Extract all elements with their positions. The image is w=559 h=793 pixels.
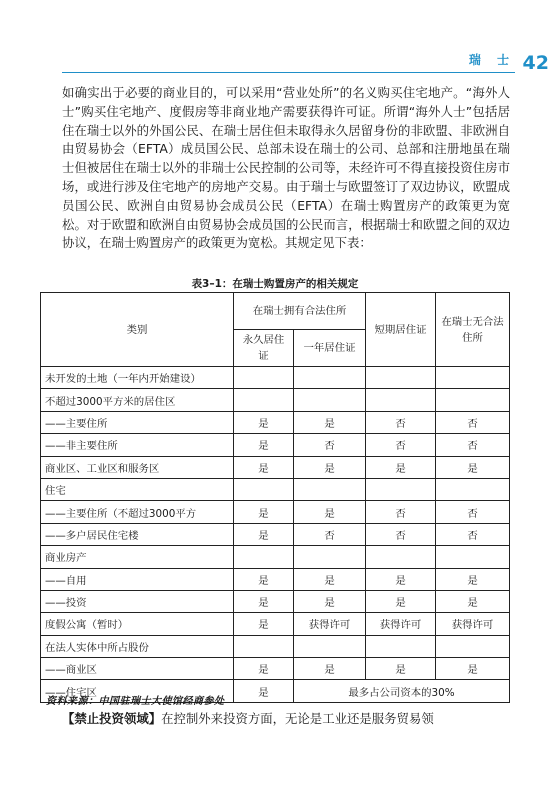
table-row (41, 501, 510, 523)
cell-one-year: 是 (294, 658, 366, 680)
cell-one-year: 获得许可 (294, 613, 366, 635)
table-row (41, 635, 510, 657)
body-paragraph: 如确实出于必要的商业目的，可以采用“营业处所”的名义购买住宅地产。“海外人士”购买住宅地产、度假房等非商业地产需要获得许可证。所谓“海外人士”包括居住在瑞士以外的外国公民、在瑞士居住但未取得永久居留身份的非欧盟、非欧洲自由贸易协会（EFTA）成员国公民、总部未设在瑞士的公司、总部和注册地虽在瑞士但被居住在瑞士以外的非瑞士公民控制的公司等，未经许可不得直接投资住房市场，或进行涉及住宅地产的房地产交易。由于瑞士与欧盟签订了双边协议，欧盟成员国公民、欧洲自由贸易协会成员公民（EFTA）在瑞士购置房产的政策更为宽松。对于欧盟和欧洲自由贸易协会成员国的公民而言，根据瑞士和欧盟之间的双边协议，在瑞士购置房产的政策更为宽松。其规定见下表： (62, 85, 510, 251)
header-category: 类别 (41, 293, 234, 367)
table-row (41, 367, 510, 389)
table-title: 表3–1：在瑞士购置房产的相关规定 (191, 278, 359, 290)
cell-one-year: 是 (294, 590, 366, 612)
cell-short-term: 是 (366, 456, 436, 478)
cell-no-residence: 否 (436, 434, 510, 456)
cell-short-term: 是 (366, 568, 436, 590)
header-permanent-permit: 永久居住证 (234, 330, 294, 367)
cell-one-year (294, 367, 366, 389)
row-label: ——多户居民住宅楼 (41, 523, 234, 545)
cell-permanent: 是 (234, 568, 294, 590)
row-label: 未开发的土地（一年内开始建设） (41, 367, 234, 389)
cell-no-residence: 否 (436, 523, 510, 545)
cell-short-term: 否 (366, 523, 436, 545)
cell-permanent: 是 (234, 613, 294, 635)
table-row (41, 456, 510, 478)
cell-one-year: 否 (294, 523, 366, 545)
page-number: 42 (522, 52, 549, 74)
cell-no-residence: 是 (436, 590, 510, 612)
cell-no-residence: 是 (436, 456, 510, 478)
row-label: 商业区、工业区和服务区 (41, 456, 234, 478)
table-body (41, 367, 510, 703)
cell-one-year (294, 389, 366, 411)
cell-short-term (366, 389, 436, 411)
row-label: ——主要住所 (41, 411, 234, 433)
cell-one-year: 是 (294, 411, 366, 433)
cell-short-term (366, 546, 436, 568)
row-label: 商业房产 (41, 546, 234, 568)
cell-no-residence: 否 (436, 501, 510, 523)
page-header (0, 48, 559, 78)
row-label: 在法人实体中所占股份 (41, 635, 234, 657)
cell-short-term (366, 635, 436, 657)
table-row (41, 613, 510, 635)
running-header-country: 瑞 士 (468, 53, 515, 67)
cell-permanent: 是 (234, 434, 294, 456)
section-term: 【禁止投资领域】 (62, 711, 162, 726)
cell-permanent: 是 (234, 523, 294, 545)
cell-short-term: 否 (366, 434, 436, 456)
cell-permanent (234, 389, 294, 411)
cell-permanent: 是 (234, 658, 294, 680)
cell-one-year (294, 478, 366, 500)
cell-short-term (366, 478, 436, 500)
cell-permanent (234, 478, 294, 500)
row-label: 不超过3000平方米的居住区 (41, 389, 234, 411)
row-label: ——住宅区 (41, 680, 234, 702)
table-row (41, 478, 510, 500)
cell-no-residence (436, 478, 510, 500)
cell-short-term (366, 367, 436, 389)
cell-no-residence: 否 (436, 411, 510, 433)
cell-permanent: 是 (234, 680, 294, 702)
cell-short-term: 是 (366, 590, 436, 612)
cell-no-residence (436, 546, 510, 568)
property-rules-table (40, 292, 510, 703)
cell-no-residence (436, 367, 510, 389)
closing-text: 在控制外来投资方面，无论是工业还是服务贸易领 (161, 711, 434, 726)
header-legal-residence: 在瑞士拥有合法住所 (234, 293, 366, 330)
header-short-term: 短期居住证 (366, 293, 436, 367)
cell-short-term: 否 (366, 411, 436, 433)
table-row (41, 546, 510, 568)
table-row (41, 389, 510, 411)
cell-permanent: 是 (234, 590, 294, 612)
header-one-year-permit: 一年居住证 (294, 330, 366, 367)
header-no-legal-residence: 在瑞士无合法住所 (436, 293, 510, 367)
cell-one-year (294, 546, 366, 568)
cell-permanent (234, 367, 294, 389)
cell-no-residence (436, 635, 510, 657)
cell-permanent (234, 546, 294, 568)
table-source-note: 资料来源：中国驻瑞士大使馆经商参处 (46, 696, 225, 707)
cell-short-term: 是 (366, 658, 436, 680)
table-row (41, 523, 510, 545)
cell-permanent: 是 (234, 501, 294, 523)
table-row (41, 658, 510, 680)
row-label: ——商业区 (41, 658, 234, 680)
table-row (41, 568, 510, 590)
cell-one-year: 是 (294, 568, 366, 590)
row-label: ——自用 (41, 568, 234, 590)
table-row (41, 434, 510, 456)
cell-permanent: 是 (234, 456, 294, 478)
cell-no-residence (436, 389, 510, 411)
cell-one-year: 是 (294, 501, 366, 523)
row-label: 度假公寓（暂时） (41, 613, 234, 635)
cell-no-residence: 获得许可 (436, 613, 510, 635)
cell-merged-cap: 最多占公司资本的30% (294, 680, 510, 702)
cell-no-residence: 是 (436, 568, 510, 590)
cell-one-year (294, 635, 366, 657)
cell-no-residence: 是 (436, 658, 510, 680)
row-label: ——投资 (41, 590, 234, 612)
cell-permanent: 是 (234, 411, 294, 433)
cell-one-year: 是 (294, 456, 366, 478)
closing-paragraph (62, 710, 510, 729)
cell-short-term: 获得许可 (366, 613, 436, 635)
cell-one-year: 否 (294, 434, 366, 456)
row-label: 住宅 (41, 478, 234, 500)
header-rule (62, 72, 515, 73)
cell-short-term: 否 (366, 501, 436, 523)
table-row (41, 590, 510, 612)
row-label: ——非主要住所 (41, 434, 234, 456)
row-label: ——主要住所（不超过3000平方 (41, 501, 234, 523)
cell-permanent (234, 635, 294, 657)
table-row (41, 411, 510, 433)
